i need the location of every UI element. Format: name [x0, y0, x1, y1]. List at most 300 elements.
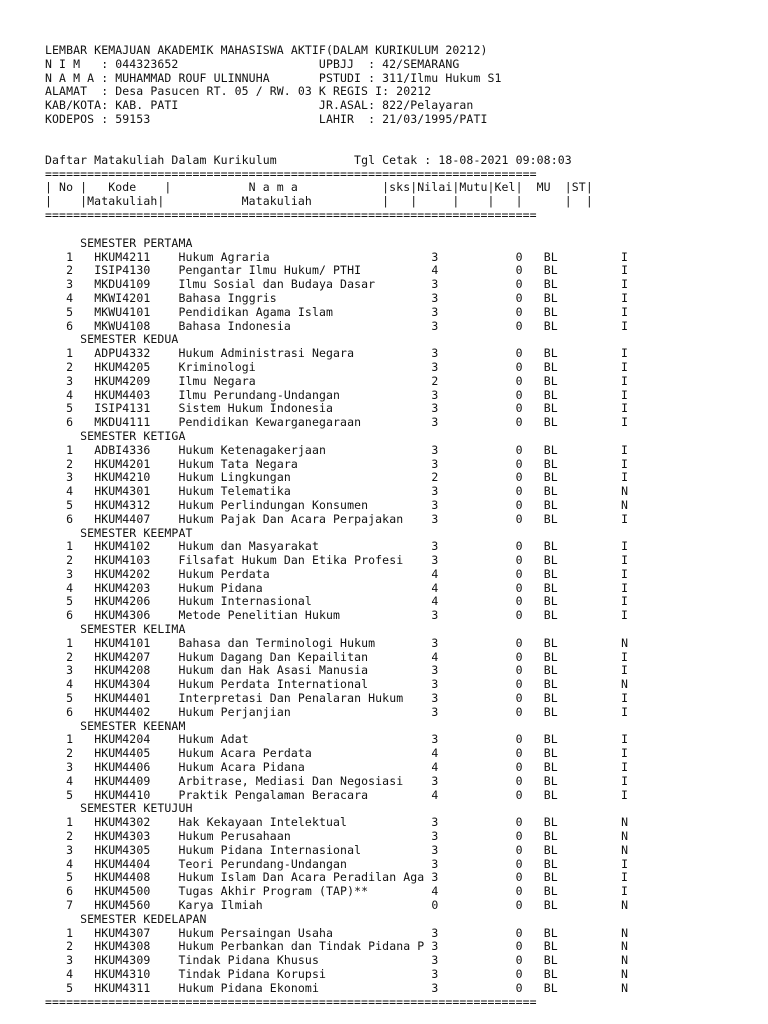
course-mutu: 0 — [515, 649, 523, 664]
course-status: I — [621, 470, 629, 485]
course-status: I — [621, 318, 629, 333]
course-name: Karya Ilmiah — [178, 898, 263, 913]
course-code: HKUM4205 — [94, 359, 151, 374]
course-kel: BL — [543, 484, 558, 499]
course-code: ISIP4130 — [94, 263, 151, 278]
course-sks: 3 — [431, 939, 439, 954]
course-name: Hukum Perusahaan — [178, 829, 291, 844]
course-mutu: 0 — [515, 580, 523, 595]
course-sks: 3 — [431, 663, 439, 678]
course-name: Hukum Pidana — [178, 580, 263, 595]
course-sks: 3 — [431, 415, 439, 430]
course-sks: 3 — [431, 635, 439, 650]
course-no: 1 — [66, 442, 74, 457]
course-row — [45, 637, 628, 651]
course-row — [45, 444, 628, 458]
course-sks: 3 — [431, 456, 439, 471]
course-mutu: 0 — [515, 263, 523, 278]
course-row — [45, 306, 628, 320]
course-name: Hukum Pidana Ekonomi — [178, 980, 319, 995]
course-status: N — [621, 967, 629, 981]
course-code: HKUM4207 — [94, 649, 151, 664]
course-kel: BL — [543, 663, 558, 678]
course-kel: BL — [543, 677, 558, 692]
course-no: 4 — [66, 580, 74, 595]
course-no: 2 — [66, 263, 74, 278]
course-kel: BL — [543, 815, 558, 830]
course-code: HKUM4408 — [94, 870, 151, 885]
course-status: I — [621, 304, 629, 319]
course-no: 6 — [66, 318, 74, 333]
course-name: Hukum Telematika — [178, 484, 291, 499]
course-sks: 3 — [431, 967, 439, 981]
course-sks: 3 — [431, 691, 439, 706]
course-no: 2 — [66, 829, 74, 844]
course-row — [45, 389, 628, 403]
course-name: Hukum dan Masyarakat — [178, 539, 319, 554]
course-kel: BL — [543, 373, 558, 388]
course-code: MKWI4201 — [94, 290, 151, 305]
course-sks: 3 — [431, 387, 439, 402]
course-code: HKUM4202 — [94, 566, 151, 581]
course-row — [45, 706, 628, 720]
course-code: HKUM4102 — [94, 539, 151, 554]
course-no: 6 — [66, 884, 74, 899]
course-kel: BL — [543, 635, 558, 650]
semester-heading — [45, 802, 628, 816]
course-mutu: 0 — [515, 497, 523, 512]
course-sks: 4 — [431, 649, 439, 664]
course-row — [45, 582, 628, 596]
course-code: HKUM4301 — [94, 484, 151, 499]
course-row — [45, 733, 628, 747]
course-no: 2 — [66, 746, 74, 761]
course-name: Tindak Pidana Khusus — [178, 953, 319, 968]
course-mutu: 0 — [515, 277, 523, 292]
course-row — [45, 871, 628, 885]
bottom-rule: ====================================================================== — [45, 994, 537, 1009]
course-name: Ilmu Perundang-Undangan — [178, 387, 341, 402]
course-mutu: 0 — [515, 484, 523, 499]
course-status: I — [621, 773, 629, 788]
course-no: 3 — [66, 277, 74, 292]
student-nim-line: N I M : 044323652 UPBJJ : 42/SEMARANG — [45, 56, 460, 71]
course-kel: BL — [543, 346, 558, 361]
course-no: 5 — [66, 787, 74, 802]
course-no: 5 — [66, 594, 74, 609]
course-kel: BL — [543, 856, 558, 871]
course-no: 2 — [66, 649, 74, 664]
course-kel: BL — [543, 608, 558, 623]
course-kel: BL — [543, 387, 558, 402]
semester-name: SEMESTER KEDELAPAN — [80, 911, 207, 926]
course-mutu: 0 — [515, 635, 523, 650]
course-no: 3 — [66, 663, 74, 678]
course-no: 5 — [66, 980, 74, 995]
course-kel: BL — [543, 539, 558, 554]
course-no: 1 — [66, 539, 74, 554]
course-no: 3 — [66, 842, 74, 857]
course-mutu: 0 — [515, 898, 523, 913]
course-no: 6 — [66, 608, 74, 623]
course-name: Hukum Perbankan dan Tindak Pidana P — [178, 939, 425, 954]
course-kel: BL — [543, 594, 558, 609]
course-status: I — [621, 870, 629, 885]
course-kel: BL — [543, 691, 558, 706]
course-code: HKUM4406 — [94, 760, 151, 775]
course-sks: 4 — [431, 263, 439, 278]
course-mutu: 0 — [515, 456, 523, 471]
course-status: N — [621, 635, 629, 650]
course-row — [45, 678, 628, 692]
course-mutu: 0 — [515, 870, 523, 885]
course-name: Metode Penelitian Hukum — [178, 608, 341, 623]
course-mutu: 0 — [515, 829, 523, 844]
course-code: HKUM4210 — [94, 470, 151, 485]
course-sks: 3 — [431, 401, 439, 416]
semester-heading — [45, 237, 628, 251]
course-kel: BL — [543, 318, 558, 333]
course-row — [45, 775, 628, 789]
course-no: 6 — [66, 704, 74, 719]
table-header-row-2: | |Matakuliah| Matakuliah | | | | | | | — [45, 194, 593, 209]
course-sks: 4 — [431, 787, 439, 802]
course-sks: 2 — [431, 470, 439, 485]
course-status: N — [621, 898, 629, 913]
course-name: Sistem Hukum Indonesia — [178, 401, 334, 416]
course-status: I — [621, 511, 629, 526]
course-status: I — [621, 415, 629, 430]
semester-heading — [45, 623, 628, 637]
course-name: Hukum Internasional — [178, 594, 312, 609]
course-status: I — [621, 442, 629, 457]
course-row — [45, 513, 628, 527]
course-mutu: 0 — [515, 967, 523, 981]
course-row — [45, 651, 628, 665]
semester-name: SEMESTER PERTAMA — [80, 235, 193, 250]
course-code: HKUM4209 — [94, 373, 151, 388]
course-kel: BL — [543, 290, 558, 305]
course-row — [45, 844, 628, 858]
course-no: 2 — [66, 359, 74, 374]
course-name: Hukum Dagang Dan Kepailitan — [178, 649, 369, 664]
course-name: Hukum Perdata — [178, 566, 270, 581]
sheet-title: LEMBAR KEMAJUAN AKADEMIK MAHASISWA AKTIF(DALAM KURIKULUM 20212) — [45, 43, 488, 57]
course-no: 5 — [66, 691, 74, 706]
academic-progress-sheet — [45, 44, 628, 1009]
course-name: Hukum Islam Dan Acara Peradilan Aga — [178, 870, 425, 885]
course-no: 7 — [66, 898, 74, 913]
course-code: HKUM4103 — [94, 553, 151, 568]
course-mutu: 0 — [515, 442, 523, 457]
course-code: HKUM4303 — [94, 829, 151, 844]
course-status: N — [621, 925, 629, 940]
course-mutu: 0 — [515, 511, 523, 526]
course-sks: 3 — [431, 484, 439, 499]
course-name: Hukum Agraria — [178, 249, 270, 264]
course-row — [45, 816, 628, 830]
course-name: Bahasa dan Terminologi Hukum — [178, 635, 376, 650]
course-sks: 3 — [431, 359, 439, 374]
course-name: Hukum Administrasi Negara — [178, 346, 355, 361]
course-status: I — [621, 746, 629, 761]
course-code: HKUM4309 — [94, 953, 151, 968]
course-mutu: 0 — [515, 980, 523, 995]
course-name: Hukum Perlindungan Konsumen — [178, 497, 369, 512]
course-kel: BL — [543, 401, 558, 416]
semester-heading — [45, 527, 628, 541]
course-code: MKWU4101 — [94, 304, 151, 319]
course-kel: BL — [543, 359, 558, 374]
semester-heading — [45, 720, 628, 734]
course-name: Hukum Adat — [178, 732, 249, 747]
course-no: 1 — [66, 732, 74, 747]
course-kel: BL — [543, 553, 558, 568]
course-name: Hukum Acara Perdata — [178, 746, 312, 761]
course-no: 4 — [66, 484, 74, 499]
course-sks: 3 — [431, 442, 439, 457]
course-status: I — [621, 580, 629, 595]
course-sks: 3 — [431, 704, 439, 719]
course-no: 1 — [66, 815, 74, 830]
course-no: 3 — [66, 566, 74, 581]
course-status: N — [621, 980, 629, 995]
course-sks: 3 — [431, 290, 439, 305]
course-kel: BL — [543, 566, 558, 581]
course-no: 4 — [66, 856, 74, 871]
course-no: 6 — [66, 511, 74, 526]
course-no: 4 — [66, 387, 74, 402]
course-sks: 3 — [431, 856, 439, 871]
course-status: I — [621, 760, 629, 775]
course-sks: 3 — [431, 553, 439, 568]
course-sks: 3 — [431, 346, 439, 361]
course-kel: BL — [543, 497, 558, 512]
course-no: 3 — [66, 953, 74, 968]
course-code: HKUM4305 — [94, 842, 151, 857]
course-mutu: 0 — [515, 691, 523, 706]
course-code: MKDU4109 — [94, 277, 151, 292]
student-address-line: ALAMAT : Desa Pasucen RT. 05 / RW. 03 K REGIS I: 20212 — [45, 84, 432, 99]
course-mutu: 0 — [515, 249, 523, 264]
course-sks: 0 — [431, 898, 439, 913]
course-row — [45, 982, 628, 996]
course-row — [45, 609, 628, 623]
course-sks: 3 — [431, 925, 439, 940]
course-code: HKUM4500 — [94, 884, 151, 899]
course-no: 5 — [66, 870, 74, 885]
course-mutu: 0 — [515, 566, 523, 581]
course-code: ISIP4131 — [94, 401, 151, 416]
course-code: HKUM4308 — [94, 939, 151, 954]
course-name: Ilmu Negara — [178, 373, 256, 388]
course-status: I — [621, 566, 629, 581]
course-code: HKUM4206 — [94, 594, 151, 609]
course-mutu: 0 — [515, 925, 523, 940]
course-status: N — [621, 815, 629, 830]
course-code: HKUM4302 — [94, 815, 151, 830]
table-header-row-1: | No | Kode | N a m a |sks|Nilai|Mutu|Kel| MU |ST| — [45, 180, 593, 195]
course-sks: 3 — [431, 304, 439, 319]
course-kel: BL — [543, 870, 558, 885]
course-status: I — [621, 359, 629, 374]
course-no: 5 — [66, 304, 74, 319]
course-code: MKDU4111 — [94, 415, 151, 430]
course-row — [45, 747, 628, 761]
course-name: Hukum Tata Negara — [178, 456, 298, 471]
course-sks: 3 — [431, 608, 439, 623]
course-code: MKWU4108 — [94, 318, 151, 333]
course-row — [45, 940, 628, 954]
semester-name: SEMESTER KETUJUH — [80, 801, 193, 816]
semester-name: SEMESTER KETIGA — [80, 428, 186, 443]
course-code: HKUM4311 — [94, 980, 151, 995]
semester-heading — [45, 913, 628, 927]
course-mutu: 0 — [515, 677, 523, 692]
course-code: HKUM4404 — [94, 856, 151, 871]
student-postcode-line: KODEPOS : 59153 LAHIR : 21/03/1995/PATI — [45, 111, 488, 126]
course-code: HKUM4101 — [94, 635, 151, 650]
semester-name: SEMESTER KEDUA — [80, 332, 179, 347]
student-name-line: N A M A : MUHAMMAD ROUF ULINNUHA PSTUDI : 311/Ilmu Hukum S1 — [45, 70, 502, 85]
course-code: ADBI4336 — [94, 442, 151, 457]
course-mutu: 0 — [515, 773, 523, 788]
course-status: I — [621, 456, 629, 471]
course-sks: 3 — [431, 953, 439, 968]
course-kel: BL — [543, 939, 558, 954]
course-no: 1 — [66, 925, 74, 940]
semester-heading — [45, 333, 628, 347]
course-no: 5 — [66, 401, 74, 416]
course-sks: 3 — [431, 870, 439, 885]
course-no: 1 — [66, 249, 74, 264]
course-kel: BL — [543, 898, 558, 913]
course-sks: 4 — [431, 746, 439, 761]
course-status: I — [621, 594, 629, 609]
course-name: Pendidikan Kewarganegaraan — [178, 415, 362, 430]
course-status: N — [621, 677, 629, 692]
course-code: HKUM4407 — [94, 511, 151, 526]
course-row — [45, 292, 628, 306]
course-no: 2 — [66, 456, 74, 471]
course-status: N — [621, 484, 629, 499]
course-mutu: 0 — [515, 470, 523, 485]
course-mutu: 0 — [515, 346, 523, 361]
course-sks: 3 — [431, 829, 439, 844]
course-code: HKUM4203 — [94, 580, 151, 595]
course-mutu: 0 — [515, 290, 523, 305]
course-kel: BL — [543, 760, 558, 775]
course-name: Hukum Pajak Dan Acara Perpajakan — [178, 511, 404, 526]
course-status: I — [621, 663, 629, 678]
course-status: I — [621, 539, 629, 554]
course-name: Hukum Persaingan Usaha — [178, 925, 334, 940]
course-name: Hukum Perdata International — [178, 677, 369, 692]
course-kel: BL — [543, 304, 558, 319]
course-name: Bahasa Indonesia — [178, 318, 291, 333]
course-row — [45, 540, 628, 554]
course-row — [45, 858, 628, 872]
course-no: 6 — [66, 415, 74, 430]
course-row — [45, 320, 628, 334]
course-code: HKUM4306 — [94, 608, 151, 623]
course-mutu: 0 — [515, 401, 523, 416]
course-kel: BL — [543, 925, 558, 940]
course-mutu: 0 — [515, 373, 523, 388]
course-row — [45, 899, 628, 913]
course-name: Bahasa Inggris — [178, 290, 277, 305]
course-mutu: 0 — [515, 304, 523, 319]
course-mutu: 0 — [515, 415, 523, 430]
course-row — [45, 347, 628, 361]
course-no: 3 — [66, 760, 74, 775]
course-mutu: 0 — [515, 815, 523, 830]
course-mutu: 0 — [515, 387, 523, 402]
course-mutu: 0 — [515, 953, 523, 968]
course-code: HKUM4560 — [94, 898, 151, 913]
course-name: Praktik Pengalaman Beracara — [178, 787, 369, 802]
course-name: Interpretasi Dan Penalaran Hukum — [178, 691, 404, 706]
course-sks: 4 — [431, 760, 439, 775]
print-date: Tgl Cetak : 18-08-2021 09:08:03 — [354, 152, 572, 167]
course-code: ADPU4332 — [94, 346, 151, 361]
course-no: 3 — [66, 373, 74, 388]
course-status: I — [621, 387, 629, 402]
course-status: N — [621, 953, 629, 968]
course-status: I — [621, 373, 629, 388]
course-kel: BL — [543, 787, 558, 802]
course-status: I — [621, 249, 629, 264]
course-mutu: 0 — [515, 594, 523, 609]
course-list-title: Daftar Matakuliah Dalam Kurikulum — [45, 152, 277, 167]
course-row — [45, 485, 628, 499]
course-sks: 4 — [431, 566, 439, 581]
course-sks: 3 — [431, 249, 439, 264]
course-row — [45, 361, 628, 375]
course-list-heading — [45, 154, 628, 168]
course-kel: BL — [543, 470, 558, 485]
semester-name: SEMESTER KEEMPAT — [80, 525, 193, 540]
course-mutu: 0 — [515, 842, 523, 857]
course-row — [45, 264, 628, 278]
course-name: Pengantar Ilmu Hukum/ PTHI — [178, 263, 362, 278]
course-mutu: 0 — [515, 732, 523, 747]
course-name: Arbitrase, Mediasi Dan Negosiasi — [178, 773, 404, 788]
course-status: I — [621, 732, 629, 747]
course-sks: 3 — [431, 773, 439, 788]
course-kel: BL — [543, 884, 558, 899]
course-row — [45, 664, 628, 678]
course-kel: BL — [543, 953, 558, 968]
course-kel: BL — [543, 263, 558, 278]
course-name: Filsafat Hukum Dan Etika Profesi — [178, 553, 404, 568]
course-name: Hukum Lingkungan — [178, 470, 291, 485]
course-row — [45, 954, 628, 968]
header-rule: ====================================================================== — [45, 207, 537, 222]
course-sks: 3 — [431, 980, 439, 995]
course-status: I — [621, 608, 629, 623]
course-status: I — [621, 704, 629, 719]
course-mutu: 0 — [515, 704, 523, 719]
course-no: 5 — [66, 497, 74, 512]
course-code: HKUM4312 — [94, 497, 151, 512]
course-name: Hukum Ketenagakerjaan — [178, 442, 326, 457]
course-code: HKUM4405 — [94, 746, 151, 761]
course-row — [45, 789, 628, 803]
course-sks: 4 — [431, 594, 439, 609]
course-sks: 3 — [431, 732, 439, 747]
course-code: HKUM4211 — [94, 249, 151, 264]
